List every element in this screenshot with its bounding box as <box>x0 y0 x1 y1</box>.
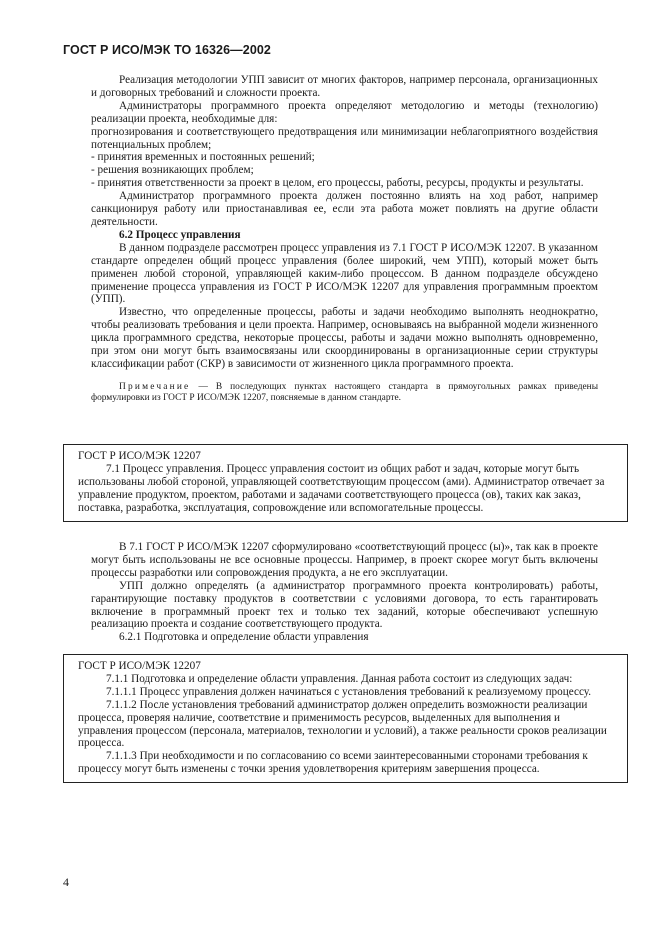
note <box>91 382 598 405</box>
box-text: 7.1.1.2 После установления требований администратор должен определить возможности реализации процесса, проверяя наличие, соответствие и применимость ресурсов, выделенных для выполнения и управления процессом (персонала, материалов, технологии и условий), а также реальности сроков реализации процесса. <box>78 698 607 750</box>
paragraph: В данном подразделе рассмотрен процесс управления из 7.1 ГОСТ Р ИСО/МЭК 12207. В указанном стандарте определен общий процесс управления (более широкий, чем УПП), который может быть применен любой стороной, управляющей каким-либо процессом. В данном подразделе обсуждено применение процесса управления из ГОСТ Р ИСО/МЭК 12207 для управления программным проектом (УПП). <box>91 241 598 306</box>
page-number: 4 <box>63 875 69 889</box>
subsection-title: 6.2.1 Подготовка и определение области управления <box>119 631 369 644</box>
text-after-box <box>91 541 598 644</box>
box-text: 7.1.1 Подготовка и определение области управления. Данная работа состоит из следующих задач: <box>106 672 573 685</box>
paragraph: Реализация методологии УПП зависит от многих факторов, например персонала, организационных и договорных требований и сложности проекта. <box>91 74 598 99</box>
standard-quote-box <box>63 654 628 783</box>
bullet-item: - принятия ответственности за проект в целом, его процессы, работы, ресурсы, продукты и результаты. <box>91 177 584 190</box>
paragraph: В 7.1 ГОСТ Р ИСО/МЭК 12207 сформулировано «соответствующий процесс (ы)», так как в проекте могут быть использованы не все основные процессы. Например, в проект скорее могут быть включены процессы разработки или сопровождения продукта, а не его эксплуатации. <box>91 541 598 579</box>
section-title: 6.2 Процесс управления <box>119 228 241 241</box>
standard-quote-box <box>63 444 628 522</box>
paragraph: Известно, что определенные процессы, работы и задачи необходимо выполнять неоднократно, чтобы реализовать требования и цели проекта. Например, основываясь на выбранной модели жизненного цикла программного средства, некоторые процессы, работы и задачи можно выполнять одновременно, при этом они могут быть взаимосвязаны или скоординированы в организационные серии структуры классификации работ (СКР) в зависимости от жизненного цикла программного проекта. <box>91 306 598 370</box>
main-text <box>91 74 598 405</box>
box-reference: ГОСТ Р ИСО/МЭК 12207 <box>78 660 201 672</box>
box-text: 7.1.1.1 Процесс управления должен начинаться с установления требований к реализуемому процессу. <box>106 685 592 698</box>
bullet-item: - принятия временных и постоянных решений; <box>91 151 315 164</box>
paragraph: прогнозирования и соответствующего предотвращения или минимизации неблагоприятного воздействия потенциальных проблем; <box>91 125 598 151</box>
bullet-item: - решения возникающих проблем; <box>91 164 254 177</box>
paragraph: УПП должно определять (а администратор программного проекта контролировать) работы, гарантирующие поставку продуктов в соответствии с условиями договора, то есть гарантировать включение в программный проект тех и только тех заданий, которые обеспечивают успешную реализацию проекта и создание соответствующего продукта. <box>91 579 598 631</box>
paragraph: Администратор программного проекта должен постоянно влиять на ход работ, например санкционируя работу или приостанавливая ее, если эта работа может повлиять на другие области деятельности. <box>91 190 598 228</box>
paragraph: Администраторы программного проекта определяют методологию и методы (технологию) реализации проекта, необходимые для: <box>91 99 598 125</box>
box-reference: ГОСТ Р ИСО/МЭК 12207 <box>78 450 201 462</box>
box-text: 7.1.1.3 При необходимости и по согласованию со всеми заинтересованными сторонами требования к процессу могут быть изменены с точки зрения удовлетворения критериям завершения процесса. <box>78 750 588 776</box>
box-text: 7.1 Процесс управления. Процесс управления состоит из общих работ и задач, которые могут быть использованы любой стороной, управляющей соответствующим процессом (ами). Администратор отвечает за управление продуктом, проектом, работами и задачами соответствующего процесса (ов), таких как заказ, поставка, разработка, эксплуатация, сопровождение или вспомогательные процессы. <box>78 462 605 514</box>
document-header: ГОСТ Р ИСО/МЭК ТО 16326—2002 <box>63 43 271 57</box>
note-text: — В последующих пунктах настоящего стандарта в прямоугольных рамках приведены формулировки из ГОСТ Р ИСО/МЭК 12207, поясняемые в данном стандарте. <box>91 381 598 404</box>
note-label: Примечание <box>119 381 191 392</box>
